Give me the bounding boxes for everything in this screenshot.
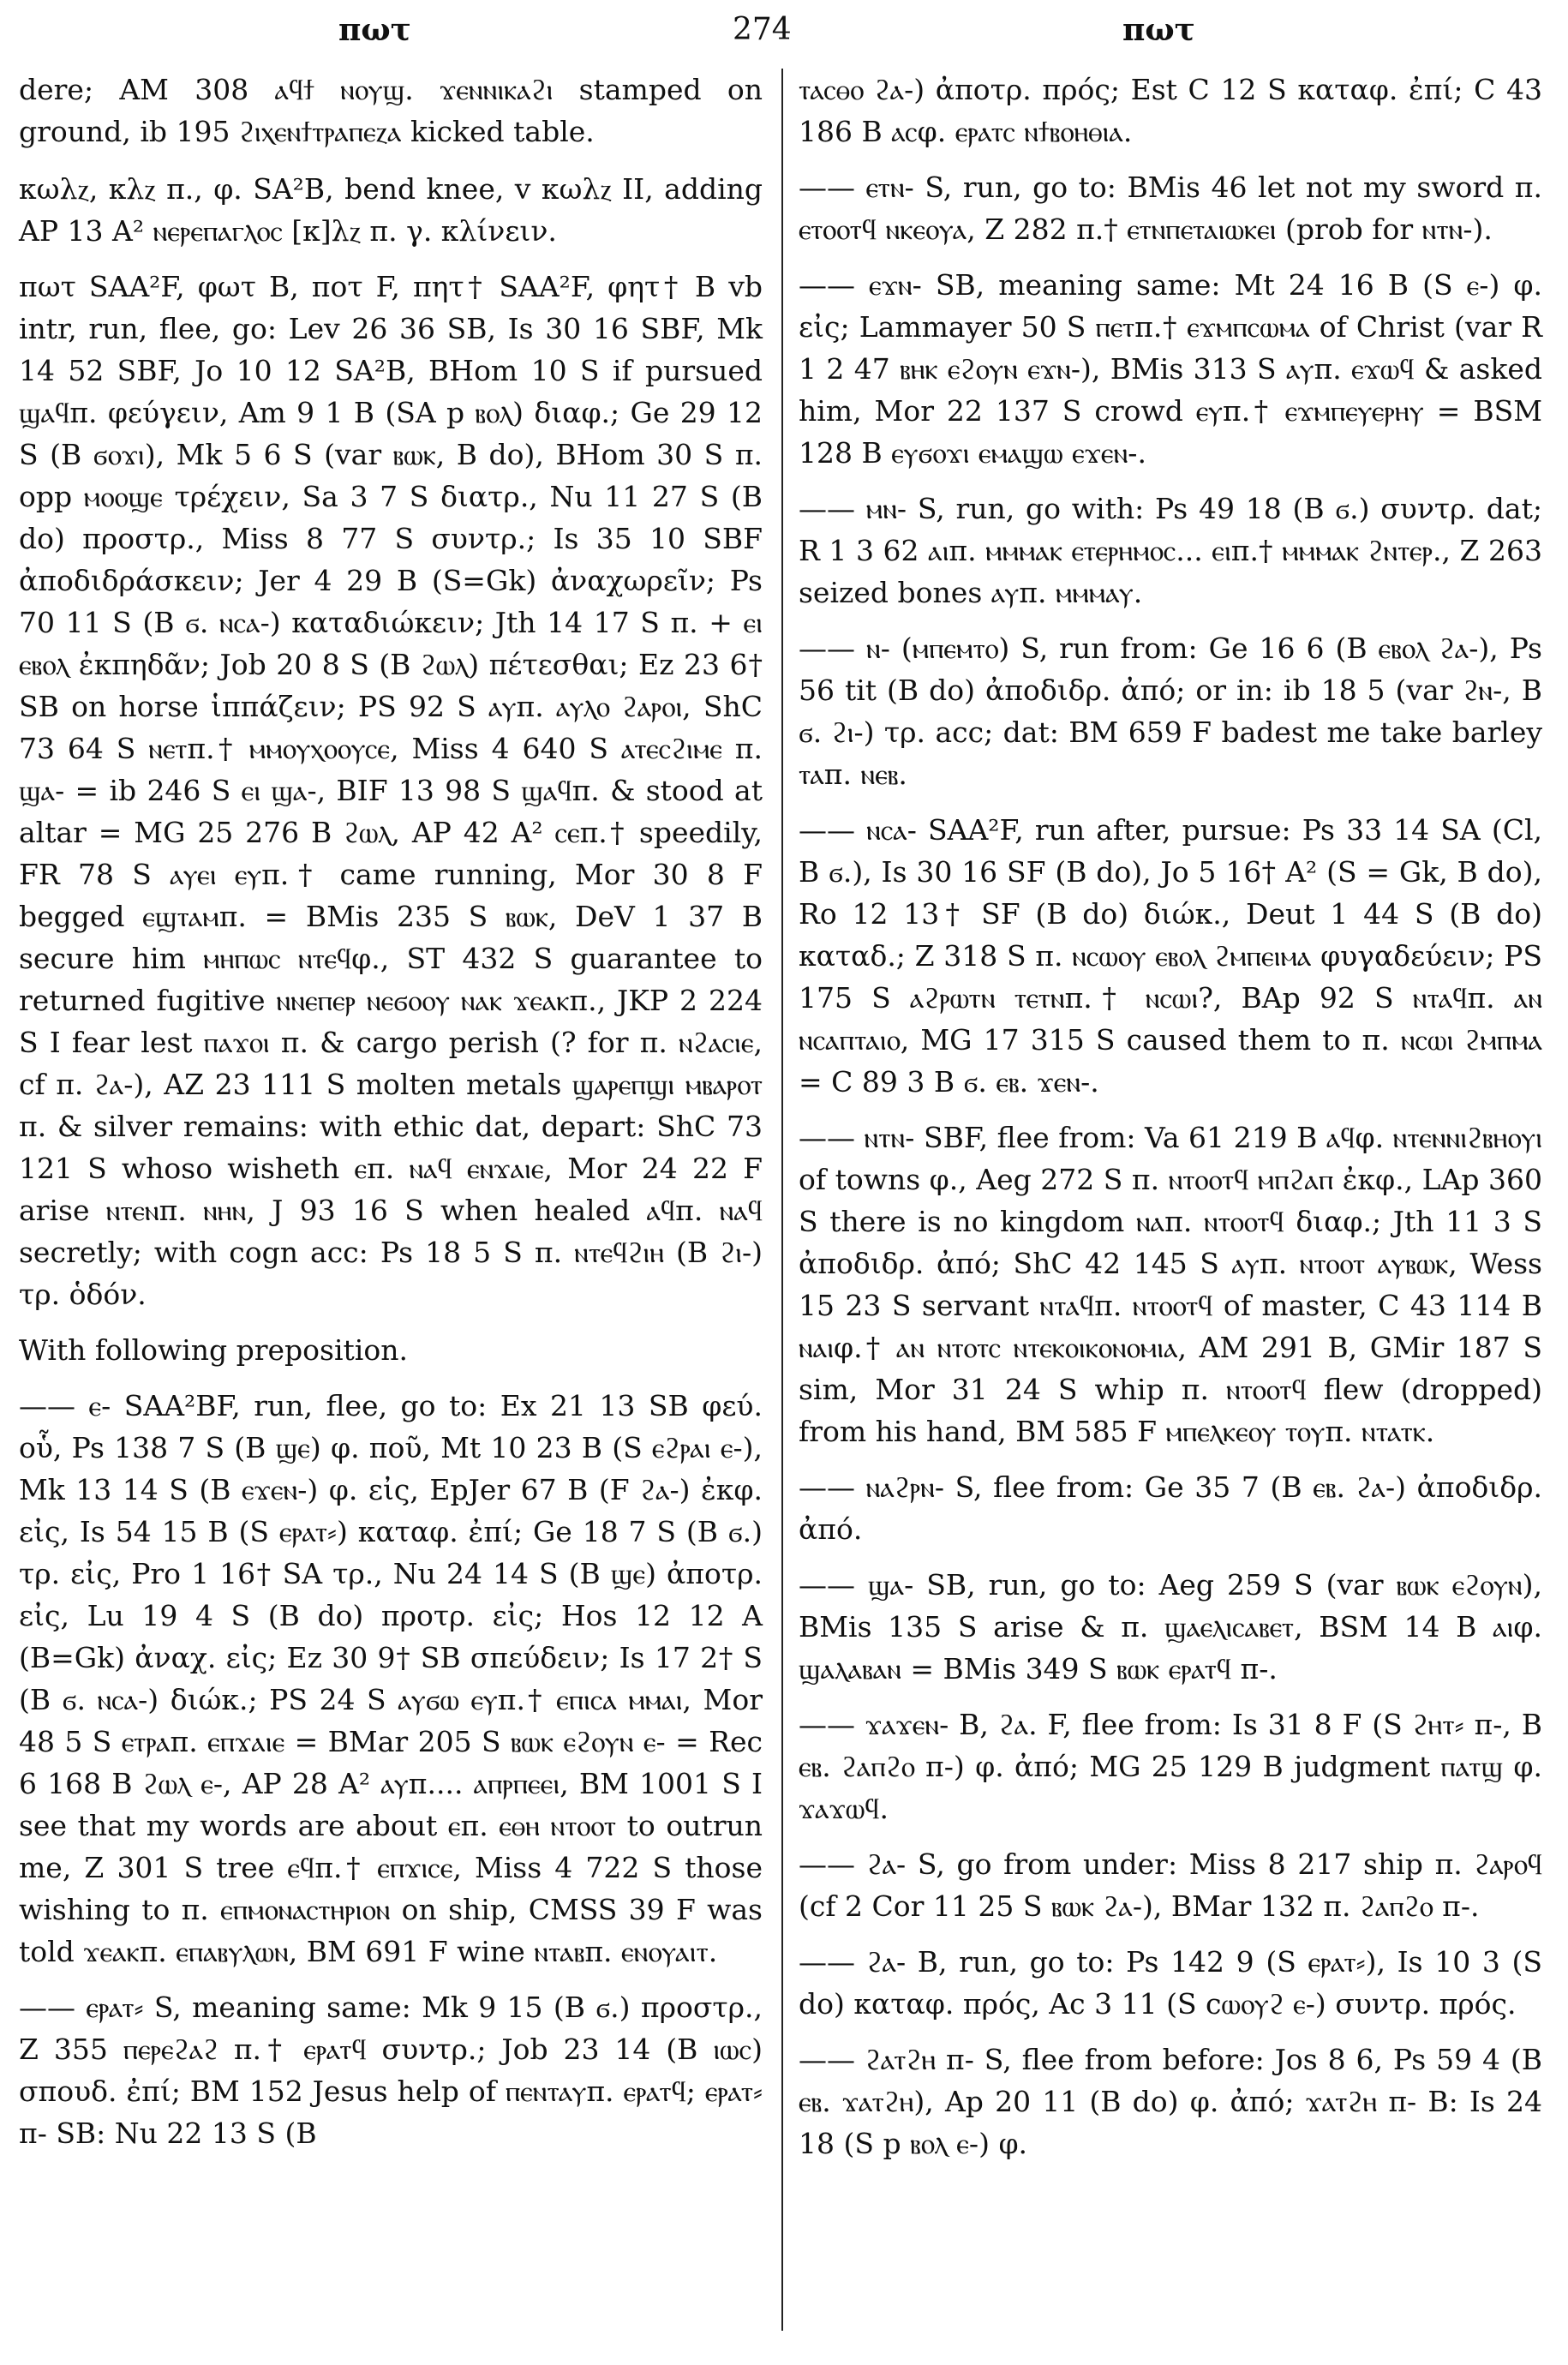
- left-column: [19, 69, 763, 2168]
- entry-paragraph: —— ⲛⲧⲛ- SBF, flee from: Va 61 219 B ⲁϥφ. ⲛⲧⲉⲛⲛⲓϩⲃⲏⲟⲩⲓ of towns φ., Aeg 272 S π. ⲛⲧⲟⲟⲧϥ ⲙⲡϩⲁⲡ ἐκφ., LAp 360 S there is no kingdom ⲛⲁπ. ⲛⲧⲟⲟⲧϥ διαφ.; Jth 11 3 S ἀποδιδρ. ἀπό; ShC 42 145 S ⲁⲩπ. ⲛⲧⲟⲟⲧ ⲁⲩⲃⲱⲕ, Wess 15 23 S servant ⲛⲧⲁϥπ. ⲛⲧⲟⲟⲧϥ of master, C 43 114 B ⲛⲁⲓφ.† ⲁⲛ ⲛⲧⲟⲧⲥ ⲛⲧⲉⲕⲟⲓⲕⲟⲛⲟⲙⲓⲁ, AM 291 B, GMir 187 S sim, Mor 31 24 S whip π. ⲛⲧⲟⲟⲧϥ flew (dropped) from his hand, BM 585 F ⲙⲡⲉⲗⲕⲉⲟⲩ ⲧⲟⲩπ. ⲛⲧⲁⲧⲕ.: [799, 1121, 1542, 1448]
- entry-paragraph: —— ⲉⲧⲛ- S, run, go to: BMis 46 let not my sword π. ⲉⲧⲟⲟⲧϥ ⲛⲕⲉⲟⲩⲁ, Z 282 π.† ⲉⲧⲛⲡⲉⲧⲁⲓⲱⲕⲉⲓ (prob for ⲛⲧⲛ-).: [799, 171, 1542, 246]
- entry-paragraph: —— ⲉ- SAA²BF, run, flee, go to: Ex 21 13 SB φεύ. οὗ, Ps 138 7 S (B ϣⲉ) φ. ποῦ, Mt 10 23 B (S ⲉϩⲣⲁⲓ ⲉ-), Mk 13 14 S (B ⲉϫⲉⲛ-) φ. εἰς, EpJer 67 B (F ϩⲁ-) ἐκφ. εἰς, Is 54 15 B (S ⲉⲣⲁⲧ⸗) καταφ. ἐπί; Ge 18 7 S (B ϭ.) τρ. εἰς, Pro 1 16† SA τρ., Nu 24 14 S (B ϣⲉ) ἀποτρ. εἰς, Lu 19 4 S (B do) προτρ. εἰς; Hos 12 12 A (B=Gk) ἀναχ. εἰς; Ez 30 9† SB σπεύδειν; Is 17 2† S (B ϭ. ⲛⲥⲁ-) διώκ.; PS 24 S ⲁⲩϭⲱ ⲉⲩπ.† ⲉⲡⲓⲥⲁ ⲙⲙⲁⲓ, Mor 48 5 S ⲉⲧⲣⲁπ. ⲉⲡϫⲁⲓⲉ = BMar 205 S ⲃⲱⲕ ⲉϩⲟⲩⲛ ⲉ- = Rec 6 168 B ϩⲱⲗ ⲉ-, AP 28 A² ⲁⲩπ.... ⲁⲡⲣⲡⲉⲉⲓ, BM 1001 S I see that my words are about ⲉπ. ⲉⲑⲏ ⲛⲧⲟⲟⲧ to outrun me, Z 301 S tree ⲉϥπ.† ⲉⲡϫⲓⲥⲉ, Miss 4 722 S those wishing to π. ⲉⲡⲙⲟⲛⲁⲥⲧⲏⲣⲓⲟⲛ on ship, CMSS 39 F was told ϫⲉⲁⲕπ. ⲉⲡⲁⲃⲩⲗⲱⲛ, BM 691 F wine ⲛⲧⲁⲃπ. ⲉⲛⲟⲩⲁⲓⲧ.: [19, 1389, 763, 1968]
- running-header: [0, 12, 1568, 60]
- entry-paragraph: —— ⲛⲁϩⲣⲛ- S, flee from: Ge 35 7 (B ⲉⲃ. ϩⲁ-) ἀποδιδρ. ἀπό.: [799, 1470, 1542, 1546]
- page-number: 274: [733, 12, 792, 47]
- entry-paragraph: —— ϣⲁ- SB, run, go to: Aeg 259 S (var ⲃⲱⲕ ⲉϩⲟⲩⲛ), BMis 135 S arise & π. ϣⲁⲉⲗⲓⲥⲁⲃⲉⲧ, BSM 14 B ⲁⲓφ. ϣⲁⲗⲁⲃⲁⲛ = BMis 349 S ⲃⲱⲕ ⲉⲣⲁⲧϥ π-.: [799, 1568, 1542, 1685]
- entry-paragraph: —— ϩⲁ- S, go from under: Miss 8 217 ship π. ϩⲁⲣⲟϥ (cf 2 Cor 11 25 S ⲃⲱⲕ ϩⲁ-), BMar 132 π. ϩⲁⲡϩⲟ π-.: [799, 1847, 1542, 1923]
- entry-paragraph: —— ϩⲁⲧϩⲏ π- S, flee from before: Jos 8 6, Ps 59 4 (B ⲉⲃ. ϫⲁⲧϩⲏ), Ap 20 11 (B do) φ. ἀπό; ϫⲁⲧϩⲏ π- B: Is 24 18 (S p ⲃⲟⲗ ⲉ-) φ.: [799, 2043, 1542, 2160]
- header-right-headword: πωτ: [1122, 12, 1195, 48]
- section-heading: With following preposition.: [19, 1333, 408, 1367]
- header-left-headword: πωτ: [338, 12, 411, 48]
- lemma-entry: πωτ SAA²F, φωτ B, ποτ F, πητ† SAA²F, φητ† B vb intr, run, flee, go: Lev 26 36 SB, Is 30 16 SBF, Mk 14 52 SBF, Jo 10 12 SA²B, BHom 10 S if pursued ϣⲁϥπ. φεύγειν, Am 9 1 B (SA p ⲃⲟⲗ) διαφ.; Ge 29 12 S (B ϭⲟϫⲓ), Mk 5 6 S (var ⲃⲱⲕ, B do), BHom 30 S π. opp ⲙⲟⲟϣⲉ τρέχειν, Sa 3 7 S διατρ., Nu 11 27 S (B do) προστρ., Miss 8 77 S συντρ.; Is 35 10 SBF ἀποδιδράσκειν; Jer 4 29 B (S=Gk) ἀναχωρεῖν; Ps 70 11 S (B ϭ. ⲛⲥⲁ-) καταδιώκειν; Jth 14 17 S π. + ⲉⲓ ⲉⲃⲟⲗ ἐκπηδᾶν; Job 20 8 S (B ϩⲱⲗ) πέτεσθαι; Ez 23 6† SB on horse ἱππάζειν; PS 92 S ⲁⲩπ. ⲁⲩⲗⲟ ϩⲁⲣⲟⲓ, ShC 73 64 S ⲛⲉⲧπ.† ⲙⲙⲟⲩⲭⲟⲟⲩⲥⲉ, Miss 4 640 S ⲁⲧⲉⲥϩⲓⲙⲉ π. ϣⲁ- = ib 246 S ⲉⲓ ϣⲁ-, BIF 13 98 S ϣⲁϥπ. & stood at altar = MG 25 276 B ϩⲱⲗ, AP 42 A² ⲥⲉπ.† speedily, FR 78 S ⲁⲩⲉⲓ ⲉⲩπ.† came running, Mor 30 8 F begged ⲉϣⲧⲁⲙπ. = BMis 235 S ⲃⲱⲕ, DeV 1 37 B secure him ⲙⲏⲡⲱⲥ ⲛⲧⲉϥφ., ST 432 S guarantee to returned fugitive ⲛⲛⲉⲡⲉⲣ ⲛⲉϭⲟⲟⲩ ⲛⲁⲕ ϫⲉⲁⲕπ., JKP 2 224 S I fear lest ⲡⲁϫⲟⲓ π. & cargo perish (? for π. ⲛϩⲁⲥⲓⲉ, cf π. ϩⲁ-), AZ 23 111 S molten metals ϣⲁⲣⲉⲡϣⲓ ⲙⲃⲁⲣⲟⲧ π. & silver remains: with ethic dat, depart: ShC 73 121 S whoso wisheth ⲉπ. ⲛⲁϥ ⲉⲛϫⲁⲓⲉ, Mor 24 22 F arise ⲛⲧⲉⲛπ. ⲛⲏⲛ, J 93 16 S when healed ⲁϥπ. ⲛⲁϥ secretly; with cogn acc: Ps 18 5 S π. ⲛⲧⲉϥϩⲓⲏ (B ϩⲓ-) τρ. ὁδόν.: [19, 270, 763, 1311]
- entry-paragraph: —— ⲙⲛ- S, run, go with: Ps 49 18 (B ϭ.) συντρ. dat; R 1 3 62 ⲁⲓπ. ⲙⲙⲙⲁⲕ ⲉⲧⲉⲣⲏⲙⲟⲥ... ⲉⲓπ.† ⲙⲙⲙⲁⲕ ϩⲛⲧⲉⲣ., Z 263 seized bones ⲁⲩπ. ⲙⲙⲙⲁⲩ.: [799, 492, 1542, 609]
- entry-paragraph: κωλⲍ, κλⲍ π., φ. SA²B, bend knee, v κωλⲍ II, adding AP 13 A² ⲛⲉⲣⲉⲡⲁⲅⲗⲟⲥ [κ]λⲍ π. γ. κλίνειν.: [19, 172, 763, 248]
- entry-paragraph: dere; AM 308 ⲁϥϯ ⲛⲟⲩϣ. ϫⲉⲛⲛⲓⲕⲁϩⲓ stamped on ground, ib 195 ϩⲓⲭⲉⲛϯⲧⲣⲁⲡⲉⲍⲁ kicked table.: [19, 73, 763, 148]
- entry-paragraph: —— ϩⲁ- B, run, go to: Ps 142 9 (S ⲉⲣⲁⲧ⸗), Is 10 3 (S do) καταφ. πρός, Ac 3 11 (S ϲⲱⲟⲩϩ ⲉ-) συντρ. πρός.: [799, 1945, 1542, 2021]
- entry-paragraph: —— ⲉϫⲛ- SB, meaning same: Mt 24 16 B (S ⲉ-) φ. εἰς; Lammayer 50 S ⲡⲉⲧπ.† ⲉϫⲙⲡⲥⲱⲙⲁ of Christ (var R 1 2 47 ⲃⲏⲕ ⲉϩⲟⲩⲛ ⲉϫⲛ-), BMis 313 S ⲁⲩπ. ⲉϫⲱϥ & asked him, Mor 22 137 S crowd ⲉⲩπ.† ⲉϫⲙⲡⲉⲩⲉⲣⲏⲩ = BSM 128 B ⲉⲩϭⲟϫⲓ ⲉⲙⲁϣⲱ ⲉϫⲉⲛ-.: [799, 268, 1542, 470]
- entry-paragraph: —— ϫⲁϫⲉⲛ- B, ϩⲁ. F, flee from: Is 31 8 F (S ϩⲏⲧ⸗ π-, B ⲉⲃ. ϩⲁⲡϩⲟ π-) φ. ἀπό; MG 25 129 B judgment ⲡⲁⲧϣ φ. ϫⲁϫⲱϥ.: [799, 1708, 1542, 1825]
- right-column: [799, 69, 1542, 2178]
- entry-paragraph: —— ⲛⲥⲁ- SAA²F, run after, pursue: Ps 33 14 SA (Cl, B ϭ.), Is 30 16 SF (B do), Jo 5 16† A² (S = Gk, B do), Ro 12 13† SF (B do) διώκ., Deut 1 44 S (B do) καταδ.; Z 318 S π. ⲛⲥⲱⲟⲩ ⲉⲃⲟⲗ ϩⲙⲡⲉⲓⲙⲁ φυγαδεύειν; PS 175 S ⲁϩⲣⲱⲧⲛ ⲧⲉⲧⲛπ.† ⲛⲥⲱⲓ?, BAp 92 S ⲛⲧⲁϥπ. ⲁⲛ ⲛⲥⲁⲡⲧⲁⲓⲟ, MG 17 315 S caused them to π. ⲛⲥⲱⲓ ϩⲙⲡⲙⲁ = C 89 3 B ϭ. ⲉⲃ. ϫⲉⲛ-.: [799, 813, 1542, 1099]
- entry-paragraph: ⲧⲁⲥⲑⲟ ϩⲁ-) ἀποτρ. πρός; Est C 12 S καταφ. ἐπί; C 43 186 B ⲁⲥφ. ⲉⲣⲁⲧⲥ ⲛϯⲃⲟⲏⲑⲓⲁ.: [799, 73, 1542, 148]
- entry-paragraph: —— ⲉⲣⲁⲧ⸗ S, meaning same: Mk 9 15 (B ϭ.) προστρ., Z 355 ⲡⲉⲣⲉϩⲁϩ π.† ⲉⲣⲁⲧϥ συντρ.; Job 23 14 (B ⲓⲱⲥ) σπουδ. ἐπί; BM 152 Jesus help of ⲡⲉⲛⲧⲁⲩπ. ⲉⲣⲁⲧϥ; ⲉⲣⲁⲧ⸗ π- SB: Nu 22 13 S (B: [19, 1991, 763, 2150]
- column-divider: [781, 69, 783, 2331]
- entry-paragraph: —— ⲛ- (ⲙⲡⲉⲙⲧⲟ) S, run from: Ge 16 6 (B ⲉⲃⲟⲗ ϩⲁ-), Ps 56 tit (B do) ἀποδιδρ. ἀπό; or in: ib 18 5 (var ϩⲛ-, B ϭ. ϩⲓ-) τρ. acc; dat: BM 659 F badest me take barley ⲧⲁπ. ⲛⲉⲃ.: [799, 632, 1542, 791]
